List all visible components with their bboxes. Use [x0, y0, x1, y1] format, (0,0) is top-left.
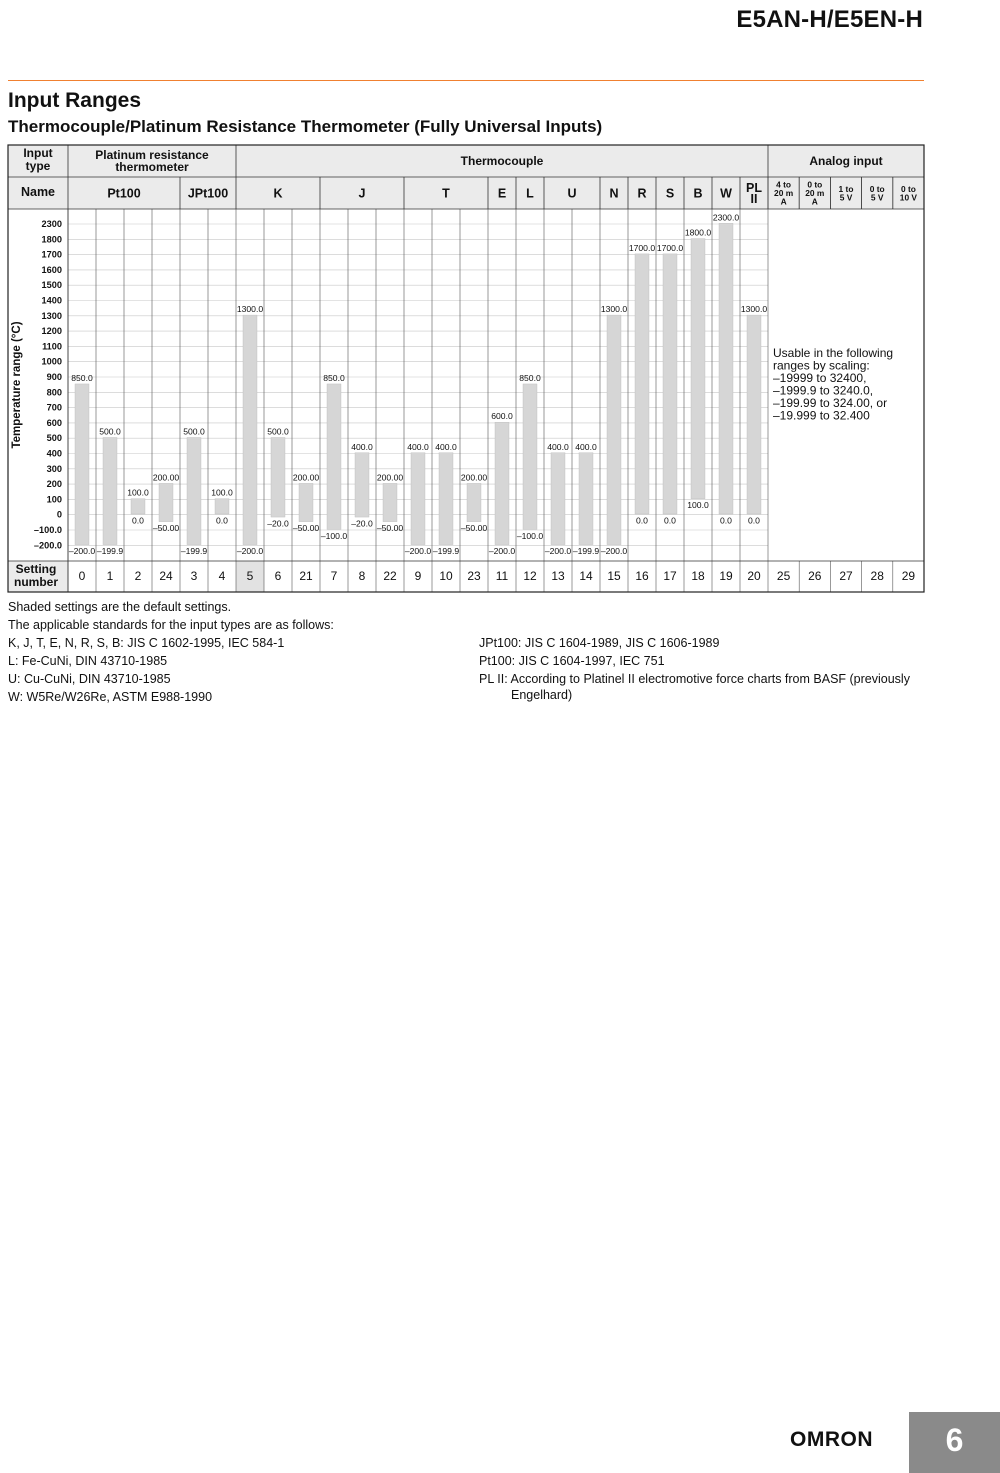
input-name: 0 to	[869, 183, 885, 194]
setting-number: 21	[299, 569, 313, 583]
setting-number: 29	[901, 569, 916, 583]
setting-number: 16	[635, 569, 649, 583]
input-name: JPt100	[187, 186, 229, 201]
analog-scaling-note: –1999.9 to 3240.0,	[773, 383, 874, 398]
y-tick-label: 400	[46, 448, 62, 459]
range-bar	[131, 499, 145, 514]
range-min-label: –50.00	[152, 523, 180, 534]
input-name: R	[637, 186, 647, 201]
range-bar	[271, 438, 285, 518]
range-min-label: –199.9	[432, 546, 460, 557]
setting-number: 15	[607, 569, 621, 583]
range-min-label: –199.9	[96, 546, 124, 557]
input-name: PL	[746, 181, 762, 195]
input-name: 20 m	[805, 188, 825, 198]
input-name: 0 to	[900, 183, 916, 194]
setting-number: 28	[870, 569, 884, 583]
y-tick-label: 1100	[42, 341, 62, 352]
setting-number: 19	[719, 569, 733, 583]
range-max-label: 1300.0	[236, 304, 264, 315]
page-number: 6	[909, 1412, 1000, 1473]
standard-line: K, J, T, E, N, R, S, B: JIS C 1602-1995, IEC 584-1	[8, 636, 285, 650]
setting-number: 1	[106, 569, 114, 583]
range-min-label: –20.0	[351, 518, 373, 529]
input-name: L	[526, 186, 534, 201]
range-bar	[355, 453, 369, 517]
range-max-label: 1700.0	[628, 242, 656, 253]
input-range-table	[0, 0, 1000, 600]
analog-scaling-note: ranges by scaling:	[773, 358, 870, 373]
range-max-label: 850.0	[71, 372, 93, 383]
input-name: 10 V	[899, 192, 918, 203]
note-default-settings: Shaded settings are the default settings.	[8, 600, 232, 614]
input-name: A	[780, 196, 787, 207]
range-max-label: 850.0	[519, 372, 541, 383]
y-tick-label: 2300	[41, 219, 62, 229]
y-tick-label: 600	[46, 417, 62, 428]
analog-scaling-note: –199.99 to 324.00, or	[773, 396, 888, 410]
range-min-label: –100.0	[320, 530, 348, 541]
range-min-label: 0.0	[748, 515, 760, 526]
range-bar	[299, 483, 313, 521]
range-min-label: –199.9	[572, 546, 600, 557]
document-title: E5AN-H/E5EN-H	[736, 6, 923, 33]
range-min-label: 0.0	[720, 515, 732, 526]
input-name: S	[665, 186, 675, 201]
row-label-setting: Setting	[15, 562, 57, 576]
setting-number: 7	[330, 569, 338, 583]
y-tick-label: 700	[46, 402, 62, 413]
row-label-setting: number	[13, 575, 59, 589]
range-max-label: 2300.0	[712, 212, 740, 223]
y-tick-label: 1700	[41, 249, 62, 260]
range-max-label: 200.00	[460, 472, 488, 483]
range-max-label: 200.00	[292, 472, 320, 483]
range-bar	[551, 453, 565, 545]
range-min-label: –20.0	[267, 518, 289, 529]
range-max-label: 400.0	[547, 441, 569, 452]
group-header: thermometer	[115, 160, 189, 174]
input-name: T	[442, 186, 450, 201]
setting-number: 8	[358, 569, 366, 583]
range-min-label: 100.0	[687, 500, 709, 511]
input-name: 5 V	[870, 192, 884, 203]
range-max-label: 1300.0	[600, 304, 628, 315]
standard-line: U: Cu-CuNi, DIN 43710-1985	[8, 672, 171, 686]
y-tick-label: 1000	[41, 356, 62, 367]
range-bar	[663, 254, 677, 514]
setting-number: 9	[414, 569, 422, 583]
setting-number: 22	[383, 569, 397, 583]
range-max-label: 400.0	[435, 441, 457, 452]
range-min-label: –50.00	[460, 523, 488, 534]
setting-number: 26	[808, 569, 822, 583]
y-tick-label: 300	[46, 463, 62, 474]
range-min-label: –100.0	[516, 530, 544, 541]
group-header: Analog input	[809, 154, 883, 168]
range-min-label: –200.0	[488, 546, 516, 557]
input-name: II	[750, 192, 758, 206]
range-min-label: 0.0	[216, 515, 228, 526]
y-axis-label: Temperature range (°C)	[11, 321, 23, 449]
range-min-label: 0.0	[132, 515, 144, 526]
setting-number: 4	[218, 569, 226, 583]
note-standards-intro: The applicable standards for the input types are as follows:	[8, 618, 334, 632]
range-bar	[75, 384, 89, 545]
y-tick-label: –200.0	[33, 540, 62, 551]
input-name: N	[609, 186, 619, 201]
range-max-label: 500.0	[183, 426, 205, 437]
range-max-label: 400.0	[351, 441, 373, 452]
y-tick-label: 200	[46, 479, 62, 490]
range-bar	[187, 438, 201, 545]
range-max-label: 500.0	[267, 426, 289, 437]
setting-number: 10	[439, 569, 453, 583]
y-tick-label: 1400	[41, 295, 62, 306]
range-bar	[467, 483, 481, 521]
input-name: E	[497, 186, 507, 201]
range-min-label: –200.0	[404, 546, 432, 557]
standard-line: L: Fe-CuNi, DIN 43710-1985	[8, 654, 168, 668]
range-bar	[159, 483, 173, 521]
range-max-label: 500.0	[99, 426, 121, 437]
range-bar	[691, 239, 705, 499]
range-bar	[607, 315, 621, 544]
setting-number: 3	[190, 569, 198, 583]
range-bar	[579, 453, 593, 545]
setting-number: 0	[78, 569, 86, 583]
input-name: K	[273, 186, 283, 201]
setting-number: 23	[467, 569, 481, 583]
y-tick-label: 1500	[41, 280, 62, 291]
range-max-label: 1700.0	[656, 242, 684, 253]
input-name: 1 to	[838, 183, 854, 194]
range-bar	[243, 315, 257, 544]
range-max-label: 1300.0	[740, 304, 768, 315]
setting-number: 13	[551, 569, 565, 583]
range-bar	[327, 384, 341, 529]
section-subheading: Thermocouple/Platinum Resistance Thermometer (Fully Universal Inputs)	[8, 117, 603, 136]
y-tick-label: 1300	[41, 310, 62, 321]
input-name: 20 m	[774, 188, 794, 198]
range-max-label: 200.00	[376, 472, 404, 483]
range-bar	[635, 254, 649, 514]
setting-number: 6	[274, 569, 282, 583]
range-max-label: 100.0	[211, 487, 233, 498]
analog-scaling-note: Usable in the following	[773, 346, 894, 360]
input-name: B	[693, 186, 703, 201]
range-min-label: –200.0	[600, 546, 628, 557]
range-max-label: 600.0	[491, 411, 513, 422]
range-bar	[215, 499, 229, 514]
y-tick-label: 1200	[41, 326, 62, 337]
range-bar	[411, 453, 425, 545]
input-name: 0 to	[807, 179, 823, 190]
row-label-name: Name	[20, 185, 56, 199]
setting-number: 12	[523, 569, 537, 583]
analog-scaling-note: –19999 to 32400,	[773, 371, 867, 385]
y-tick-label: 800	[46, 387, 62, 398]
range-max-label: 200.00	[152, 472, 180, 483]
y-tick-label: 900	[46, 372, 62, 382]
setting-number: 20	[747, 569, 761, 583]
row-label-input-type: Input	[23, 146, 53, 160]
range-bar	[719, 223, 733, 514]
range-bar	[747, 315, 761, 514]
range-bar	[495, 422, 509, 544]
range-bar	[439, 453, 453, 545]
input-name: 4 to	[776, 179, 792, 190]
standard-line: W: W5Re/W26Re, ASTM E988-1990	[8, 690, 213, 704]
range-min-label: 0.0	[664, 515, 676, 526]
y-tick-label: 100	[46, 494, 62, 505]
input-name: U	[567, 186, 577, 201]
input-name: 5 V	[839, 192, 853, 203]
range-min-label: –199.9	[180, 546, 208, 557]
input-name: A	[811, 196, 818, 207]
setting-number: 11	[495, 569, 509, 583]
setting-number: 14	[579, 569, 593, 583]
range-min-label: –50.00	[292, 523, 320, 534]
range-max-label: 400.0	[407, 441, 429, 452]
input-name: J	[358, 186, 366, 201]
standard-line: JPt100: JIS C 1604-1989, JIS C 1606-1989	[479, 636, 720, 650]
standard-line: Engelhard)	[511, 688, 573, 702]
range-min-label: 0.0	[636, 515, 648, 526]
y-tick-label: 0	[56, 509, 62, 520]
group-header: Platinum resistance	[95, 148, 209, 162]
range-bar	[383, 483, 397, 521]
range-min-label: –200.0	[544, 546, 572, 557]
group-header: Thermocouple	[460, 154, 544, 168]
analog-scaling-note: –19.999 to 32.400	[773, 408, 870, 423]
range-bar	[103, 438, 117, 545]
setting-number: 24	[159, 569, 173, 583]
setting-number: 18	[691, 569, 705, 583]
range-max-label: 400.0	[575, 441, 597, 452]
range-max-label: 1800.0	[684, 227, 712, 238]
input-name: Pt100	[107, 186, 141, 201]
section-heading: Input Ranges	[8, 89, 142, 112]
setting-number: 2	[134, 569, 142, 583]
setting-number: 27	[839, 569, 853, 583]
y-tick-label: –100.0	[33, 525, 62, 535]
setting-number: 17	[663, 569, 677, 583]
row-label-input-type: type	[25, 159, 51, 173]
omron-logo: OMRON	[790, 1428, 873, 1451]
y-tick-label: 1600	[41, 264, 62, 275]
input-name: W	[720, 186, 732, 201]
y-tick-label: 500	[46, 433, 62, 444]
range-max-label: 100.0	[127, 487, 149, 498]
range-max-label: 850.0	[323, 372, 345, 383]
range-min-label: –50.00	[376, 523, 404, 534]
setting-number: 25	[776, 569, 791, 583]
standard-line: Pt100: JIS C 1604-1997, IEC 751	[479, 654, 665, 668]
range-min-label: –200.0	[68, 546, 96, 557]
range-min-label: –200.0	[236, 546, 264, 557]
setting-number: 5	[246, 569, 254, 583]
y-tick-label: 1800	[41, 234, 62, 245]
range-bar	[523, 384, 537, 529]
standard-line: PL II: According to Platinel II electromotive force charts from BASF (previously	[479, 672, 910, 686]
